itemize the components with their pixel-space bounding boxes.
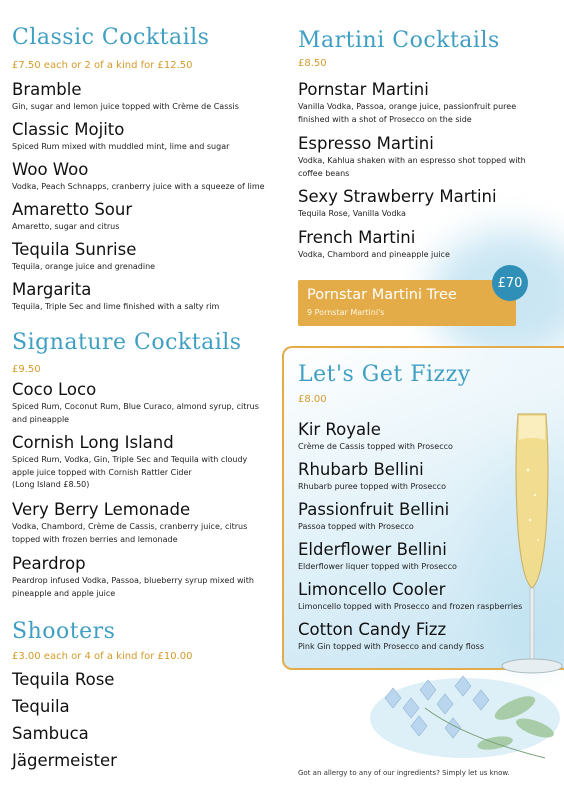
menu-item bbox=[12, 160, 282, 194]
menu-item bbox=[12, 500, 267, 546]
shooters-title: Shooters bbox=[12, 619, 116, 644]
item-desc: Tequila, orange juice and grenadine bbox=[12, 262, 156, 271]
item-desc: Passoa topped with Prosecco bbox=[298, 522, 414, 531]
classic-cocktails-price: £7.50 each or 2 of a kind for £12.50 bbox=[12, 60, 193, 71]
menu-item bbox=[298, 80, 538, 126]
menu-item bbox=[12, 240, 282, 274]
item-name: Espresso Martini bbox=[298, 134, 434, 153]
menu-item bbox=[12, 554, 267, 600]
allergy-note: Got an allergy to any of our ingredients? Simply let us know. bbox=[298, 769, 510, 777]
item-desc: Spiced Rum, Coconut Rum, Blue Curaco, almond syrup, citrus and pineapple bbox=[12, 402, 259, 424]
item-desc: Tequila Rose, Vanilla Vodka bbox=[298, 209, 406, 218]
flowers-illustration-icon bbox=[345, 668, 564, 768]
item-name: Woo Woo bbox=[12, 160, 89, 179]
menu-item bbox=[12, 120, 282, 154]
item-name: Tequila Sunrise bbox=[12, 240, 137, 259]
item-name: Margarita bbox=[12, 280, 92, 299]
shooter-item: Tequila bbox=[12, 697, 70, 716]
item-desc: Spiced Rum, Vodka, Gin, Triple Sec and Tequila with cloudy apple juice topped with Cornish Rattler Cider bbox=[12, 455, 248, 477]
item-desc: Crème de Cassis topped with Prosecco bbox=[298, 442, 453, 451]
menu-item bbox=[298, 187, 538, 221]
shooter-item: Tequila Rose bbox=[12, 670, 115, 689]
item-name: Sexy Strawberry Martini bbox=[298, 187, 497, 206]
item-desc: Vodka, Chambord, Crème de Cassis, cranberry juice, citrus topped with frozen berries and lemonade bbox=[12, 522, 248, 544]
menu-item bbox=[298, 228, 538, 262]
item-name: Peardrop bbox=[12, 554, 86, 573]
menu-item bbox=[12, 433, 267, 492]
item-desc: Limoncello topped with Prosecco and frozen raspberries bbox=[298, 602, 523, 611]
item-desc: Vodka, Peach Schnapps, cranberry juice with a squeeze of lime bbox=[12, 182, 265, 191]
item-desc: Vodka, Chambord and pineapple juice bbox=[298, 250, 450, 259]
menu-item bbox=[298, 540, 518, 574]
menu-item bbox=[12, 80, 282, 114]
item-name: Limoncello Cooler bbox=[298, 580, 446, 599]
item-desc: Amaretto, sugar and citrus bbox=[12, 222, 120, 231]
menu-item bbox=[12, 280, 282, 314]
item-name: Coco Loco bbox=[12, 380, 97, 399]
shooter-item: Sambuca bbox=[12, 724, 89, 743]
pornstar-martini-tree-box bbox=[298, 280, 516, 326]
item-desc: Peardrop infused Vodka, Passoa, blueberry syrup mixed with pineapple and apple juice bbox=[12, 576, 254, 598]
fizzy-price: £8.00 bbox=[298, 394, 327, 405]
shooter-item: Jägermeister bbox=[12, 751, 117, 770]
classic-cocktails-title: Classic Cocktails bbox=[12, 25, 210, 50]
item-desc: Elderflower liquer topped with Prosecco bbox=[298, 562, 457, 571]
item-name: Cotton Candy Fizz bbox=[298, 620, 447, 639]
menu-item bbox=[12, 380, 267, 426]
item-name: Passionfruit Bellini bbox=[298, 500, 450, 519]
item-name: Very Berry Lemonade bbox=[12, 500, 191, 519]
item-desc: Tequila, Triple Sec and lime finished with a salty rim bbox=[12, 302, 220, 311]
tree-title: Pornstar Martini Tree bbox=[307, 287, 457, 303]
item-name: Pornstar Martini bbox=[298, 80, 429, 99]
menu-item bbox=[12, 200, 282, 234]
item-desc: Pink Gin topped with Prosecco and candy floss bbox=[298, 642, 485, 651]
item-name: Bramble bbox=[12, 80, 82, 99]
menu-item bbox=[298, 460, 518, 494]
item-name: Kir Royale bbox=[298, 420, 381, 439]
item-name: Cornish Long Island bbox=[12, 433, 174, 452]
item-desc: Vanilla Vodka, Passoa, orange juice, passionfruit puree finished with a shot of Prosecco on the side bbox=[298, 102, 517, 124]
item-desc: Gin, sugar and lemon juice topped with Crème de Cassis bbox=[12, 102, 239, 111]
signature-cocktails-price: £9.50 bbox=[12, 364, 41, 375]
signature-cocktails-title: Signature Cocktails bbox=[12, 330, 242, 355]
item-desc: Vodka, Kahlua shaken with an espresso shot topped with coffee beans bbox=[298, 156, 526, 178]
menu-item bbox=[298, 134, 538, 180]
item-name: Elderflower Bellini bbox=[298, 540, 447, 559]
menu-item bbox=[298, 500, 518, 534]
menu-item bbox=[298, 420, 518, 454]
shooters-price: £3.00 each or 4 of a kind for £10.00 bbox=[12, 651, 193, 662]
item-desc: Rhubarb puree topped with Prosecco bbox=[298, 482, 446, 491]
tree-subtitle: 9 Pornstar Martini's bbox=[307, 308, 385, 317]
fizzy-title: Let's Get Fizzy bbox=[298, 362, 471, 387]
item-name: Amaretto Sour bbox=[12, 200, 133, 219]
menu-item bbox=[298, 580, 538, 614]
martini-cocktails-price: £8.50 bbox=[298, 58, 327, 69]
item-desc-extra: (Long Island £8.50) bbox=[12, 480, 90, 489]
item-name: Rhubarb Bellini bbox=[298, 460, 424, 479]
tree-price-badge: £70 bbox=[492, 265, 528, 301]
menu-item bbox=[298, 620, 538, 654]
martini-cocktails-title: Martini Cocktails bbox=[298, 28, 500, 53]
item-desc: Spiced Rum mixed with muddled mint, lime and sugar bbox=[12, 142, 230, 151]
item-name: Classic Mojito bbox=[12, 120, 125, 139]
item-name: French Martini bbox=[298, 228, 416, 247]
